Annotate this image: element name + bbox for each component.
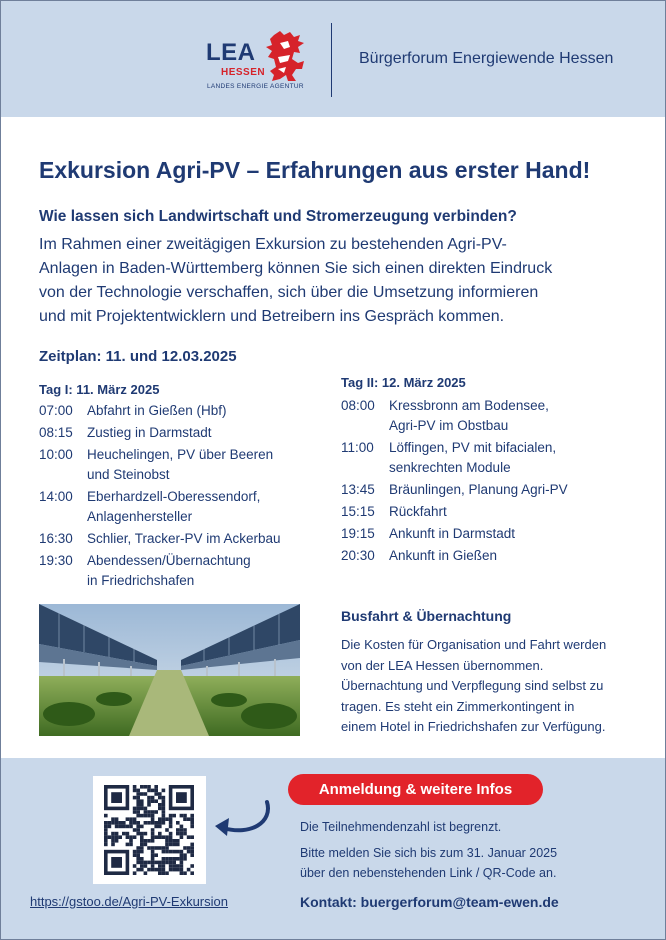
schedule-desc: Kressbronn am Bodensee, [389, 398, 549, 413]
register-line: über den nebenstehenden Link / QR-Code an. [300, 866, 557, 880]
lead-question: Wie lassen sich Landwirtschaft und Stromerzeugung verbinden? [39, 208, 517, 225]
limit-note: Die Teilnehmendenzahl ist begrenzt. [300, 820, 502, 834]
qr-code-graphic [93, 776, 206, 884]
intro-line: Anlagen in Baden-Württemberg können Sie sich einen direkten Eindruck [39, 260, 553, 277]
registration-banner: Anmeldung & weitere Infos [288, 774, 543, 805]
solar-field-illustration [39, 604, 300, 736]
schedule-time: 16:30 [39, 531, 73, 546]
schedule-item [39, 401, 281, 421]
schedule-item [39, 551, 281, 591]
schedule-desc: senkrechten Module [389, 460, 511, 475]
schedule-heading: Zeitplan: 11. und 12.03.2025 [39, 348, 237, 365]
bus-line: von der LEA Hessen übernommen. [341, 657, 544, 673]
schedule-desc: Ankunft in Darmstadt [389, 526, 516, 541]
day2-heading: Tag II: 12. März 2025 [341, 375, 466, 390]
schedule-time: 15:15 [341, 504, 375, 519]
bus-line: Übernachtung und Verpflegung sind selbst zu [341, 678, 604, 693]
qr-code-icon[interactable] [93, 776, 206, 884]
schedule-time: 11:00 [341, 440, 374, 455]
schedule-item [341, 438, 568, 478]
schedule-time: 13:45 [341, 482, 375, 497]
day1-schedule [39, 401, 281, 593]
schedule-desc: Anlagenhersteller [87, 509, 193, 524]
contact-email[interactable]: Kontakt: buergerforum@team-ewen.de [300, 894, 559, 910]
schedule-desc: Ankunft in Gießen [389, 548, 498, 563]
registration-link[interactable]: https://gstoo.de/Agri-PV-Exkursion [30, 894, 228, 909]
agri-pv-photo [39, 604, 300, 736]
lea-logo [206, 33, 336, 97]
schedule-desc: Abendessen/Übernachtung [87, 553, 251, 568]
schedule-time: 08:15 [39, 425, 73, 440]
intro-paragraph [39, 233, 639, 329]
schedule-desc: Agri-PV im Obstbau [389, 418, 509, 433]
logo-main-text: LEA [206, 39, 256, 66]
schedule-item [341, 502, 568, 522]
header-divider [331, 23, 332, 97]
intro-line: von der Technologie verschaffen, sich über die Umsetzung informieren [39, 284, 539, 301]
schedule-time: 08:00 [341, 398, 375, 413]
curved-arrow-icon [211, 796, 277, 840]
schedule-time: 10:00 [39, 447, 73, 462]
schedule-desc: Eberhardzell-Oberessendorf, [87, 489, 261, 504]
register-line: Bitte melden Sie sich bis zum 31. Januar 2025 [300, 846, 558, 860]
header-title: Bürgerforum Energiewende Hessen [359, 50, 614, 67]
schedule-time: 19:30 [39, 553, 73, 568]
schedule-item [341, 524, 568, 544]
schedule-item [341, 396, 568, 436]
bus-heading: Busfahrt & Übernachtung [341, 608, 512, 624]
lion-icon [260, 29, 308, 85]
day2-schedule [341, 396, 568, 568]
bus-line: Die Kosten für Organisation und Fahrt werden [341, 637, 607, 652]
bus-paragraph [341, 635, 606, 738]
day1-heading: Tag I: 11. März 2025 [39, 382, 160, 397]
logo-tagline: LANDES ENERGIE AGENTUR [207, 83, 304, 90]
schedule-desc: Schlier, Tracker-PV im Ackerbau [87, 531, 281, 546]
schedule-item [39, 487, 281, 527]
intro-line: Im Rahmen einer zweitägigen Exkursion zu bestehenden Agri-PV- [39, 236, 507, 253]
schedule-item [341, 546, 568, 566]
register-note [300, 843, 557, 883]
schedule-time: 19:15 [341, 526, 375, 541]
schedule-time: 07:00 [39, 403, 73, 418]
schedule-desc: Abfahrt in Gießen (Hbf) [87, 403, 227, 418]
schedule-time: 20:30 [341, 548, 375, 563]
page-title: Exkursion Agri-PV – Erfahrungen aus erster Hand! [39, 157, 591, 183]
schedule-desc: Löffingen, PV mit bifacialen, [389, 440, 557, 455]
schedule-desc: und Steinobst [87, 467, 170, 482]
schedule-desc: Rückfahrt [389, 504, 447, 519]
bus-line: einem Hotel in Friedrichshafen zur Verfügung. [341, 719, 606, 734]
schedule-desc: Zustieg in Darmstadt [87, 425, 212, 440]
schedule-item [341, 480, 568, 500]
bus-line: tragen. Es steht ein Zimmerkontingent in [341, 698, 575, 714]
schedule-item [39, 423, 281, 443]
schedule-item [39, 529, 281, 549]
schedule-item [39, 445, 281, 485]
schedule-desc: Bräunlingen, Planung Agri-PV [389, 482, 568, 497]
intro-line: und mit Projektentwicklern und Betreibern ins Gespräch kommen. [39, 308, 505, 325]
schedule-time: 14:00 [39, 489, 73, 504]
schedule-desc: in Friedrichshafen [87, 573, 195, 588]
schedule-desc: Heuchelingen, PV über Beeren [87, 447, 274, 462]
logo-region-text: HESSEN [221, 67, 266, 78]
header-band [1, 1, 665, 117]
